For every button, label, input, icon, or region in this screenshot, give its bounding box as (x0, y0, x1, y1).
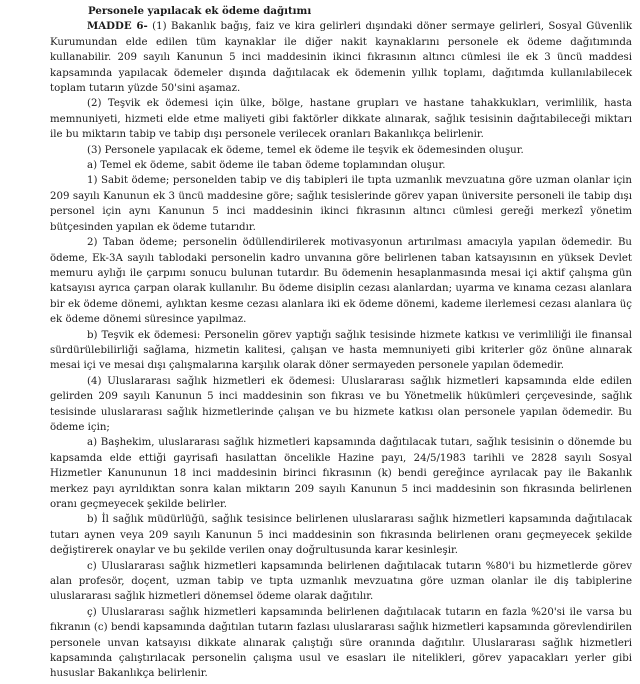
paragraph-2: (2) Teşvik ek ödemesi için ülke, bölge, hastane grupları ve hastane tahakkukları, verimlilik, hasta memnuniyeti, hizmeti elde etme maliyeti gibi faktörler dikkate alınarak, sağlık tesisinin dağıtabileceği miktarı ile bu miktarın tabip ve tabip dışı personele verilecek oranları Bakanlıkça belirlenir. (50, 98, 632, 141)
paragraph-4a: a) Başhekim, uluslararası sağlık hizmetleri kapsamında dağıtılacak tutarı, sağlık tesisinin o dönemde bu kapsamda elde ettiği gayrisafi hasılattan öncelikle Hazine payı, 24/5/1983 tarihli ve 2828 sayılı Sosyal Hizmetler Kanununun 18 inci maddesinin birinci fıkrasının (k) bendi gereğince ayrılacak pay ile Bakanlık merkez payı ayrıldıktan sonra kalan miktarın 209 sayılı Kanunun 5 inci maddesinin son fıkrasında belirlenen oranı geçmeyecek şekilde belirler. (50, 437, 632, 510)
paragraph-3a: a) Temel ek ödeme, sabit ödeme ile taban ödeme toplamından oluşur. (87, 160, 446, 172)
paragraph-3b: b) Teşvik ek ödemesi: Personelin görev yaptığı sağlık tesisinde hizmete katkısı ve verimliliği ile finansal sürdürülebilirliği sağlama, hizmetin kalitesi, çalışan ve hasta memnuniyeti gibi kriterler göz önüne alınarak mesai içi ve mesai dışı çalışmalarına karşılık olarak döner sermayeden personele yapılan ödemedir. (50, 329, 632, 372)
paragraph-4b: b) İl sağlık müdürlüğü, sağlık tesisince belirlenen uluslararası sağlık hizmetleri kapsamında dağıtılacak tutarı aynen veya 209 sayılı Kanunun 5 inci maddesinin son fıkrasında belirlenen oranı geçmeyecek şekilde değiştirerek onaylar ve bu şekilde verilen onay doğrultusunda karar kesinleşir. (50, 514, 632, 557)
article-heading: Personele yapılacak ek ödeme dağıtımı (88, 5, 312, 17)
paragraph-3: (3) Personele yapılacak ek ödeme, temel ek ödeme ile teşvik ek ödemesinden oluşur. (87, 144, 524, 156)
paragraph-4cc: ç) Uluslararası sağlık hizmetleri kapsamında belirlenen dağıtılacak tutarın en fazla %20'si ile varsa bu fıkranın (c) bendi kapsamında dağıtılan tutarın fazlası uluslararası sağlık hizmetleri kapsamında görevlendirilen personele unvan katsayısı dikkate alınarak çalıştığı süre oranında dağıtılır. Uluslararası sağlık hizmetleri kapsamında çalıştırılacak personelin çalışma usul ve esasları ile nitelikleri, görev yapacakları yerler gibi hususlar Bakanlıkça belirlenir. (50, 606, 632, 680)
paragraph-4: (4) Uluslararası sağlık hizmetleri ek ödemesi: Uluslararası sağlık hizmetleri kapsamında elde edilen gelirden 209 sayılı Kanunun 5 inci maddesinin son fıkrası ve bu Yönetmelik hükümleri çerçevesinde, sağlık tesisinde uluslararası sağlık hizmetlerinde çalışan ve bu hizmete katkısı olan personele yapılan ödemedir. Bu ödeme için; (50, 375, 632, 433)
paragraph-1 (50, 19, 632, 96)
paragraph-3a-1: 1) Sabit ödeme; personelden tabip ve diş tabipleri ile tıpta uzmanlık mevzuatına göre uzman olanlar için 209 sayılı Kanunun ek 3 üncü maddesine göre; sağlık tesislerinde görev yapan üniversite personeli ile tabip dışı personel için aynı Kanunun 5 inci maddesinin ikinci fıkrasının altıncı cümlesi gereği merkezî yönetim bütçesinden yapılan ek ödeme tutarıdır. (50, 175, 632, 233)
paragraph-3a-2: 2) Taban ödeme; personelin ödüllendirilerek motivasyonun artırılması amacıyla yapılan ödemedir. Bu ödeme, Ek-3A sayılı tablodaki personelin kadro unvanına göre belirlenen taban katsayısının en yüksek Devlet memuru aylığı ile çarpımı sonucu bulunan tutardır. Bu ödemenin hesaplanmasında mesai içi aktif çalışma gün katsayısı ayrıca çarpan olarak kullanılır. Bu ödeme disiplin cezası alanlardan; uyarma ve kınama cezası alanlara bir ek ödeme dönemi, aylıktan kesme cezası alanlara iki ek ödeme dönemi, kademe ilerlemesi cezası alanlara üç ek ödeme dönemi süresince yapılmaz. (50, 237, 632, 326)
paragraph-4c: c) Uluslararası sağlık hizmetleri kapsamında belirlenen dağıtılacak tutarın %80'i bu hizmetlerde görev alan profesör, doçent, uzman tabip ve tıpta uzmanlık mevzuatına göre uzman olanlar ile diş tabiplerine uluslararası sağlık hizmetleri dönemsel ödeme olarak dağıtılır. (50, 560, 632, 603)
paragraph-1-text: (1) Bakanlık bağış, faiz ve kira gelirleri dışındaki döner sermaye gelirleri, Sosyal Güvenlik Kurumundan elde edilen tüm kaynaklar ile diğer nakit kaynaklarını personele ek ödeme dağıtımında kullanabilir. 209 sayılı Kanunun 5 inci maddesinin ikinci fıkrasının altıncı cümlesi ile ek 3 üncü maddesi kapsamında yapılacak ödemeler dışında dağıtılacak ek ödemenin yıllık toplamı, dağıtımda kullanılabilecek toplam tutarın yüzde 50'sini aşamaz. (50, 21, 632, 95)
article-label: MADDE 6- (87, 20, 148, 33)
